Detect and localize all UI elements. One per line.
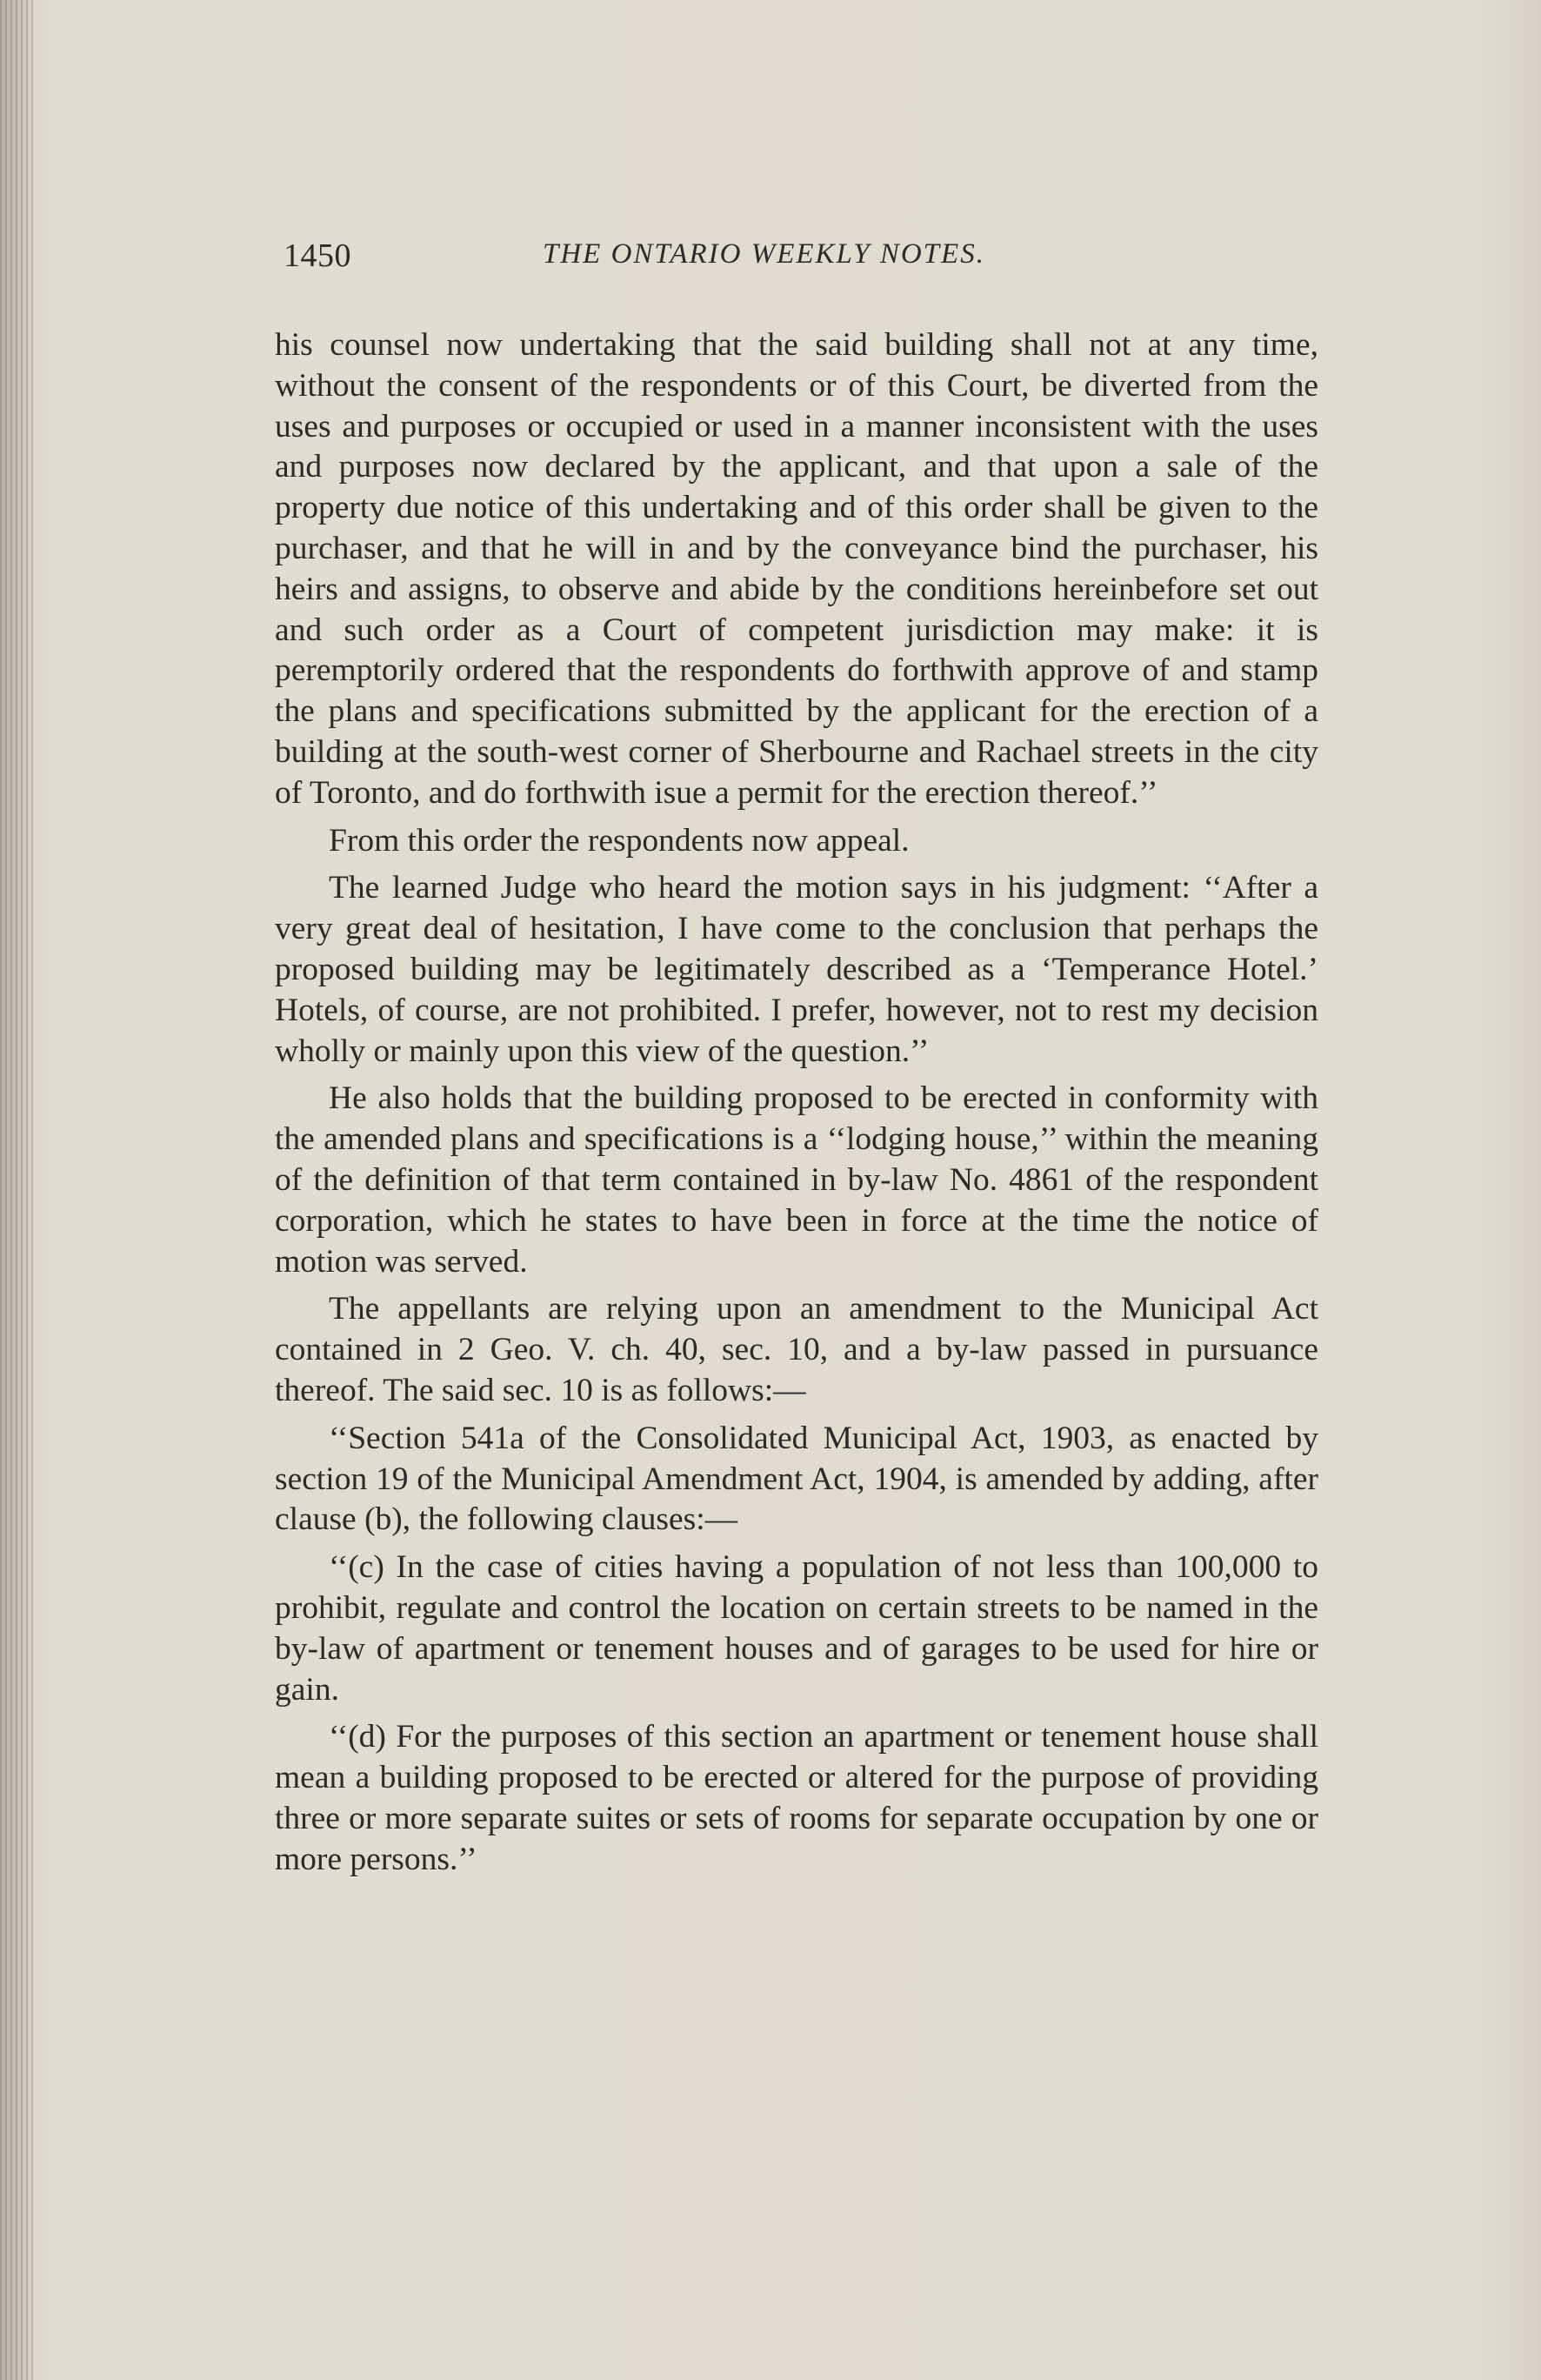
page-header xyxy=(284,237,1318,285)
paragraph-3: The learned Judge who heard the motion says in his judgment: ‘‘After a very great deal of hesitation, I have come to the conclusion that perhaps the proposed building may be legitimately described as a ‘Temperance Hotel.’ Hotels, of course, are not prohibited. I prefer, however, not to rest my decision wholly or mainly upon this view of the question.’’ xyxy=(275,870,1318,1069)
paragraph-5: The appellants are relying upon an amendment to the Municipal Act contained in 2 Geo. V. ch. 40, sec. 10, and a by-law passed in pursuance thereof. The said sec. 10 is as follows:— xyxy=(275,1291,1318,1408)
body-text xyxy=(275,325,1318,1887)
page-number: 1450 xyxy=(284,237,351,274)
paragraph-2: From this order the respondents now appeal. xyxy=(329,822,910,859)
book-binding-edge xyxy=(0,0,35,2380)
paragraph-4: He also holds that the building proposed to be erected in conformity with the amended plans and specifications is a ‘‘lodging house,’’ within the meaning of the definition of that term contained in by-law No. 4861 of the respondent corporation, which he states to have been in force at the time the notice of motion was served. xyxy=(275,1080,1318,1280)
paragraph-7: ‘‘(c) In the case of cities having a population of not less than 100,000 to prohibit, regulate and control the location on certain streets to be named in the by-law of apartment or tenement houses and of garages to be used for hire or gain. xyxy=(275,1549,1318,1708)
running-head: THE ONTARIO WEEKLY NOTES. xyxy=(543,238,985,270)
paragraph-8: ‘‘(d) For the purposes of this section an apartment or tenement house shall mean a building proposed to be erected or altered for the purpose of providing three or more separate suites or sets of rooms for separate occupation by one or more persons.’’ xyxy=(275,1719,1318,1877)
paragraph-6: ‘‘Section 541a of the Consolidated Municipal Act, 1903, as enacted by section 19 of the Municipal Amendment Act, 1904, is amended by adding, after clause (b), the following clauses:— xyxy=(275,1420,1318,1538)
paragraph-1: his counsel now undertaking that the said building shall not at any time, without the consent of the respondents or of this Court, be diverted from the uses and purposes or occupied or used in a manner inconsistent with the uses and purposes now declared by the applicant, and that upon a sale of the property due notice of this undertaking and of this order shall be given to the purchaser, and that he will in and by the conveyance bind the purchaser, his heirs and assigns, to observe and abide by the conditions hereinbefore set out and such order as a Court of competent jurisdiction may make: it is peremptorily ordered that the respondents do forthwith approve of and stamp the plans and specifications submitted by the applicant for the erection of a building at the south-west corner of Sherbourne and Rachael streets in the city of Toronto, and do forthwith isue a permit for the erection thereof.’’ xyxy=(275,327,1318,811)
